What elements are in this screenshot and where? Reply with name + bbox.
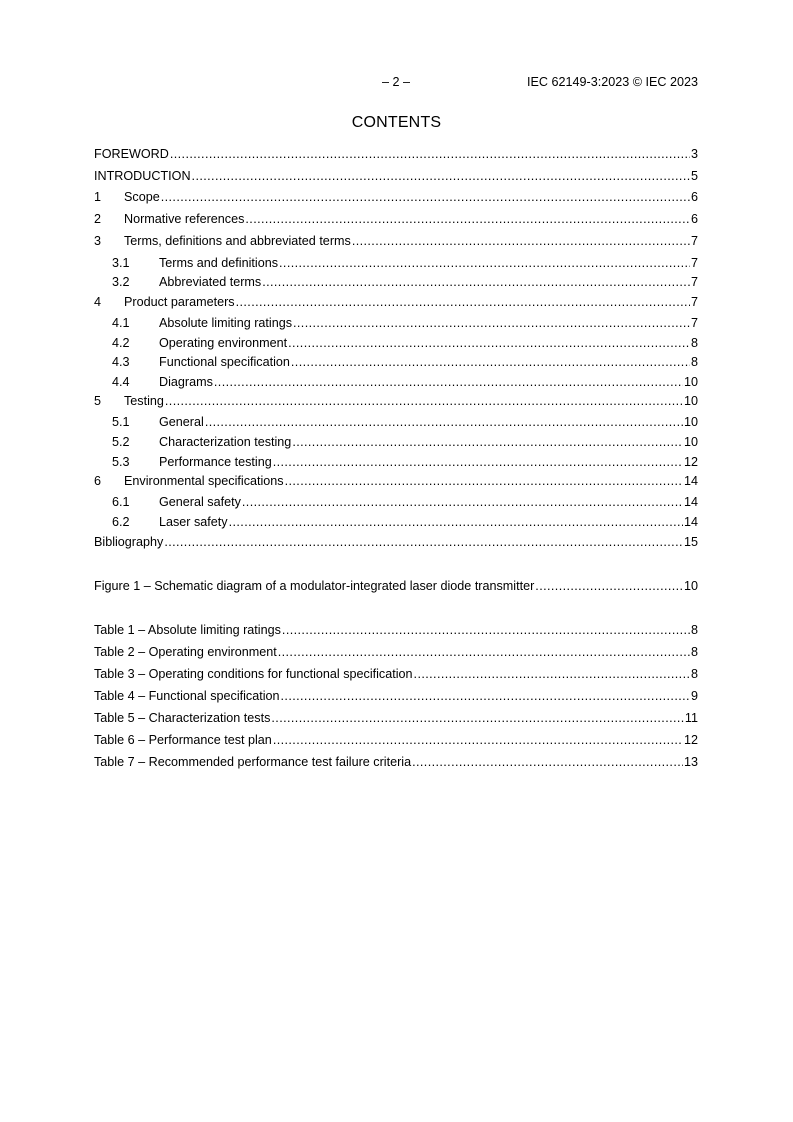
- toc-entry-page: 7: [690, 295, 698, 309]
- toc-entry-label: Scope: [124, 190, 160, 204]
- toc-entry-page: 8: [690, 623, 698, 637]
- table-list-entry[interactable]: [94, 754, 698, 770]
- toc-entry-number: 4.1: [112, 316, 130, 330]
- toc-entry-label: Table 5 – Characterization tests: [94, 711, 271, 725]
- dot-leader: [262, 274, 690, 290]
- dot-leader: [236, 294, 690, 310]
- dot-leader: [192, 168, 690, 184]
- toc-entry-label: FOREWORD: [94, 147, 169, 161]
- toc-entry-label: Normative references: [124, 212, 245, 226]
- table-list-entry[interactable]: [94, 622, 698, 638]
- contents-title: CONTENTS: [351, 114, 442, 131]
- toc-entry[interactable]: [94, 294, 698, 310]
- toc-entry[interactable]: [94, 374, 698, 390]
- toc-entry-page: 10: [683, 579, 698, 593]
- toc-entry-page: 11: [684, 711, 698, 725]
- toc-entry[interactable]: [94, 494, 698, 510]
- toc-entry-label: Bibliography: [94, 535, 164, 549]
- toc-entry-number: 3: [94, 234, 102, 248]
- toc-entry-label: Diagrams: [159, 375, 213, 389]
- toc-entry-label: Functional specification: [159, 355, 290, 369]
- toc-entry-label: Table 2 – Operating environment: [94, 645, 277, 659]
- toc-entry[interactable]: [94, 454, 698, 470]
- dot-leader: [242, 494, 683, 510]
- toc-entry-number: 4.4: [112, 375, 130, 389]
- toc-entry[interactable]: [94, 168, 698, 184]
- dot-leader: [412, 754, 683, 770]
- toc-entry-page: 14: [683, 474, 698, 488]
- toc-entry-label: Table 6 – Performance test plan: [94, 733, 272, 747]
- toc-entry-page: 12: [683, 733, 698, 747]
- toc-entry-page: 5: [690, 169, 698, 183]
- toc-entry-page: 9: [690, 689, 698, 703]
- toc-entry[interactable]: [94, 315, 698, 331]
- toc-entry[interactable]: [94, 434, 698, 450]
- dot-leader: [161, 189, 690, 205]
- toc-entry-page: 8: [690, 645, 698, 659]
- dot-leader: [170, 146, 690, 162]
- toc-entry-page: 14: [683, 515, 698, 529]
- toc-entry[interactable]: [94, 354, 698, 370]
- toc-entry-label: Absolute limiting ratings: [159, 316, 292, 330]
- toc-entry-label: Table 7 – Recommended performance test failure criteria: [94, 755, 412, 769]
- dot-leader: [214, 374, 683, 390]
- toc-entry-label: Operating environment: [159, 336, 288, 350]
- dot-leader: [229, 514, 683, 530]
- toc-entry-page: 10: [683, 375, 698, 389]
- toc-entry[interactable]: [94, 255, 698, 271]
- toc-entry-number: 6: [94, 474, 102, 488]
- dot-leader: [285, 473, 683, 489]
- toc-entry-page: 13: [683, 755, 698, 769]
- figure-list-entry[interactable]: [94, 578, 698, 594]
- dot-leader: [291, 354, 690, 370]
- toc-entry-label: Characterization testing: [159, 435, 292, 449]
- toc-entry-number: 5.3: [112, 455, 130, 469]
- dot-leader: [273, 732, 683, 748]
- dot-leader: [165, 393, 683, 409]
- toc-entry-label: General safety: [159, 495, 241, 509]
- toc-entry-page: 10: [683, 394, 698, 408]
- toc-entry-label: General: [159, 415, 204, 429]
- dot-leader: [352, 233, 690, 249]
- toc-entry[interactable]: [94, 335, 698, 351]
- toc-entry-label: INTRODUCTION: [94, 169, 191, 183]
- toc-entry-label: Table 4 – Functional specification: [94, 689, 280, 703]
- table-list-entry[interactable]: [94, 666, 698, 682]
- toc-entry[interactable]: [94, 233, 698, 249]
- toc-entry-number: 3.2: [112, 275, 130, 289]
- toc-entry[interactable]: [94, 534, 698, 550]
- toc-entry-number: 6.1: [112, 495, 130, 509]
- toc-entry-number: 5.1: [112, 415, 130, 429]
- toc-entry-label: Product parameters: [124, 295, 235, 309]
- dot-leader: [414, 666, 690, 682]
- dot-leader: [288, 335, 690, 351]
- toc-entry-page: 8: [690, 667, 698, 681]
- toc-entry-label: Figure 1 – Schematic diagram of a modulator-integrated laser diode transmitter: [94, 579, 535, 593]
- dot-leader: [282, 622, 690, 638]
- toc-entry-number: 4.2: [112, 336, 130, 350]
- toc-entry-page: 6: [690, 212, 698, 226]
- toc-entry-page: 8: [690, 336, 698, 350]
- toc-entry-page: 3: [690, 147, 698, 161]
- toc-entry-page: 15: [683, 535, 698, 549]
- toc-entry-label: Laser safety: [159, 515, 228, 529]
- toc-entry-page: 7: [690, 275, 698, 289]
- toc-entry-number: 4: [94, 295, 102, 309]
- toc-entry[interactable]: [94, 211, 698, 227]
- toc-entry-number: 5: [94, 394, 102, 408]
- toc-entry-label: Terms and definitions: [159, 256, 279, 270]
- document-reference: IEC 62149-3:2023 © IEC 2023: [526, 75, 698, 89]
- toc-entry[interactable]: [94, 473, 698, 489]
- toc-entry-label: Environmental specifications: [124, 474, 284, 488]
- dot-leader: [164, 534, 683, 550]
- dot-leader: [205, 414, 683, 430]
- toc-entry-page: 8: [690, 355, 698, 369]
- toc-entry-label: Table 1 – Absolute limiting ratings: [94, 623, 281, 637]
- toc-entry[interactable]: [94, 393, 698, 409]
- dot-leader: [273, 454, 683, 470]
- toc-entry-page: 12: [683, 455, 698, 469]
- toc-entry-number: 2: [94, 212, 102, 226]
- toc-entry[interactable]: [94, 514, 698, 530]
- toc-entry[interactable]: [94, 274, 698, 290]
- dot-leader: [278, 644, 690, 660]
- toc-entry-label: Table 3 – Operating conditions for functional specification: [94, 667, 413, 681]
- toc-entry[interactable]: [94, 189, 698, 205]
- toc-entry-page: 7: [690, 256, 698, 270]
- dot-leader: [245, 211, 690, 227]
- page-number: – 2 –: [381, 75, 410, 89]
- toc-entry-number: 6.2: [112, 515, 130, 529]
- toc-entry-page: 6: [690, 190, 698, 204]
- toc-entry-page: 7: [690, 234, 698, 248]
- toc-entry[interactable]: [94, 414, 698, 430]
- dot-leader: [271, 710, 684, 726]
- toc-entry-page: 7: [690, 316, 698, 330]
- toc-entry-number: 1: [94, 190, 102, 204]
- dot-leader: [292, 434, 683, 450]
- table-list-entry[interactable]: [94, 710, 698, 726]
- toc-entry-page: 14: [683, 495, 698, 509]
- dot-leader: [535, 578, 683, 594]
- toc-entry-label: Abbreviated terms: [159, 275, 262, 289]
- table-list-entry[interactable]: [94, 732, 698, 748]
- dot-leader: [293, 315, 690, 331]
- toc-entry-number: 4.3: [112, 355, 130, 369]
- table-list-entry[interactable]: [94, 688, 698, 704]
- toc-entry-number: 5.2: [112, 435, 130, 449]
- toc-entry-page: 10: [683, 415, 698, 429]
- dot-leader: [281, 688, 690, 704]
- toc-entry-page: 10: [683, 435, 698, 449]
- table-list-entry[interactable]: [94, 644, 698, 660]
- toc-entry[interactable]: [94, 146, 698, 162]
- toc-entry-label: Terms, definitions and abbreviated terms: [124, 234, 351, 248]
- dot-leader: [279, 255, 690, 271]
- toc-entry-number: 3.1: [112, 256, 130, 270]
- toc-entry-label: Testing: [124, 394, 164, 408]
- toc-entry-label: Performance testing: [159, 455, 272, 469]
